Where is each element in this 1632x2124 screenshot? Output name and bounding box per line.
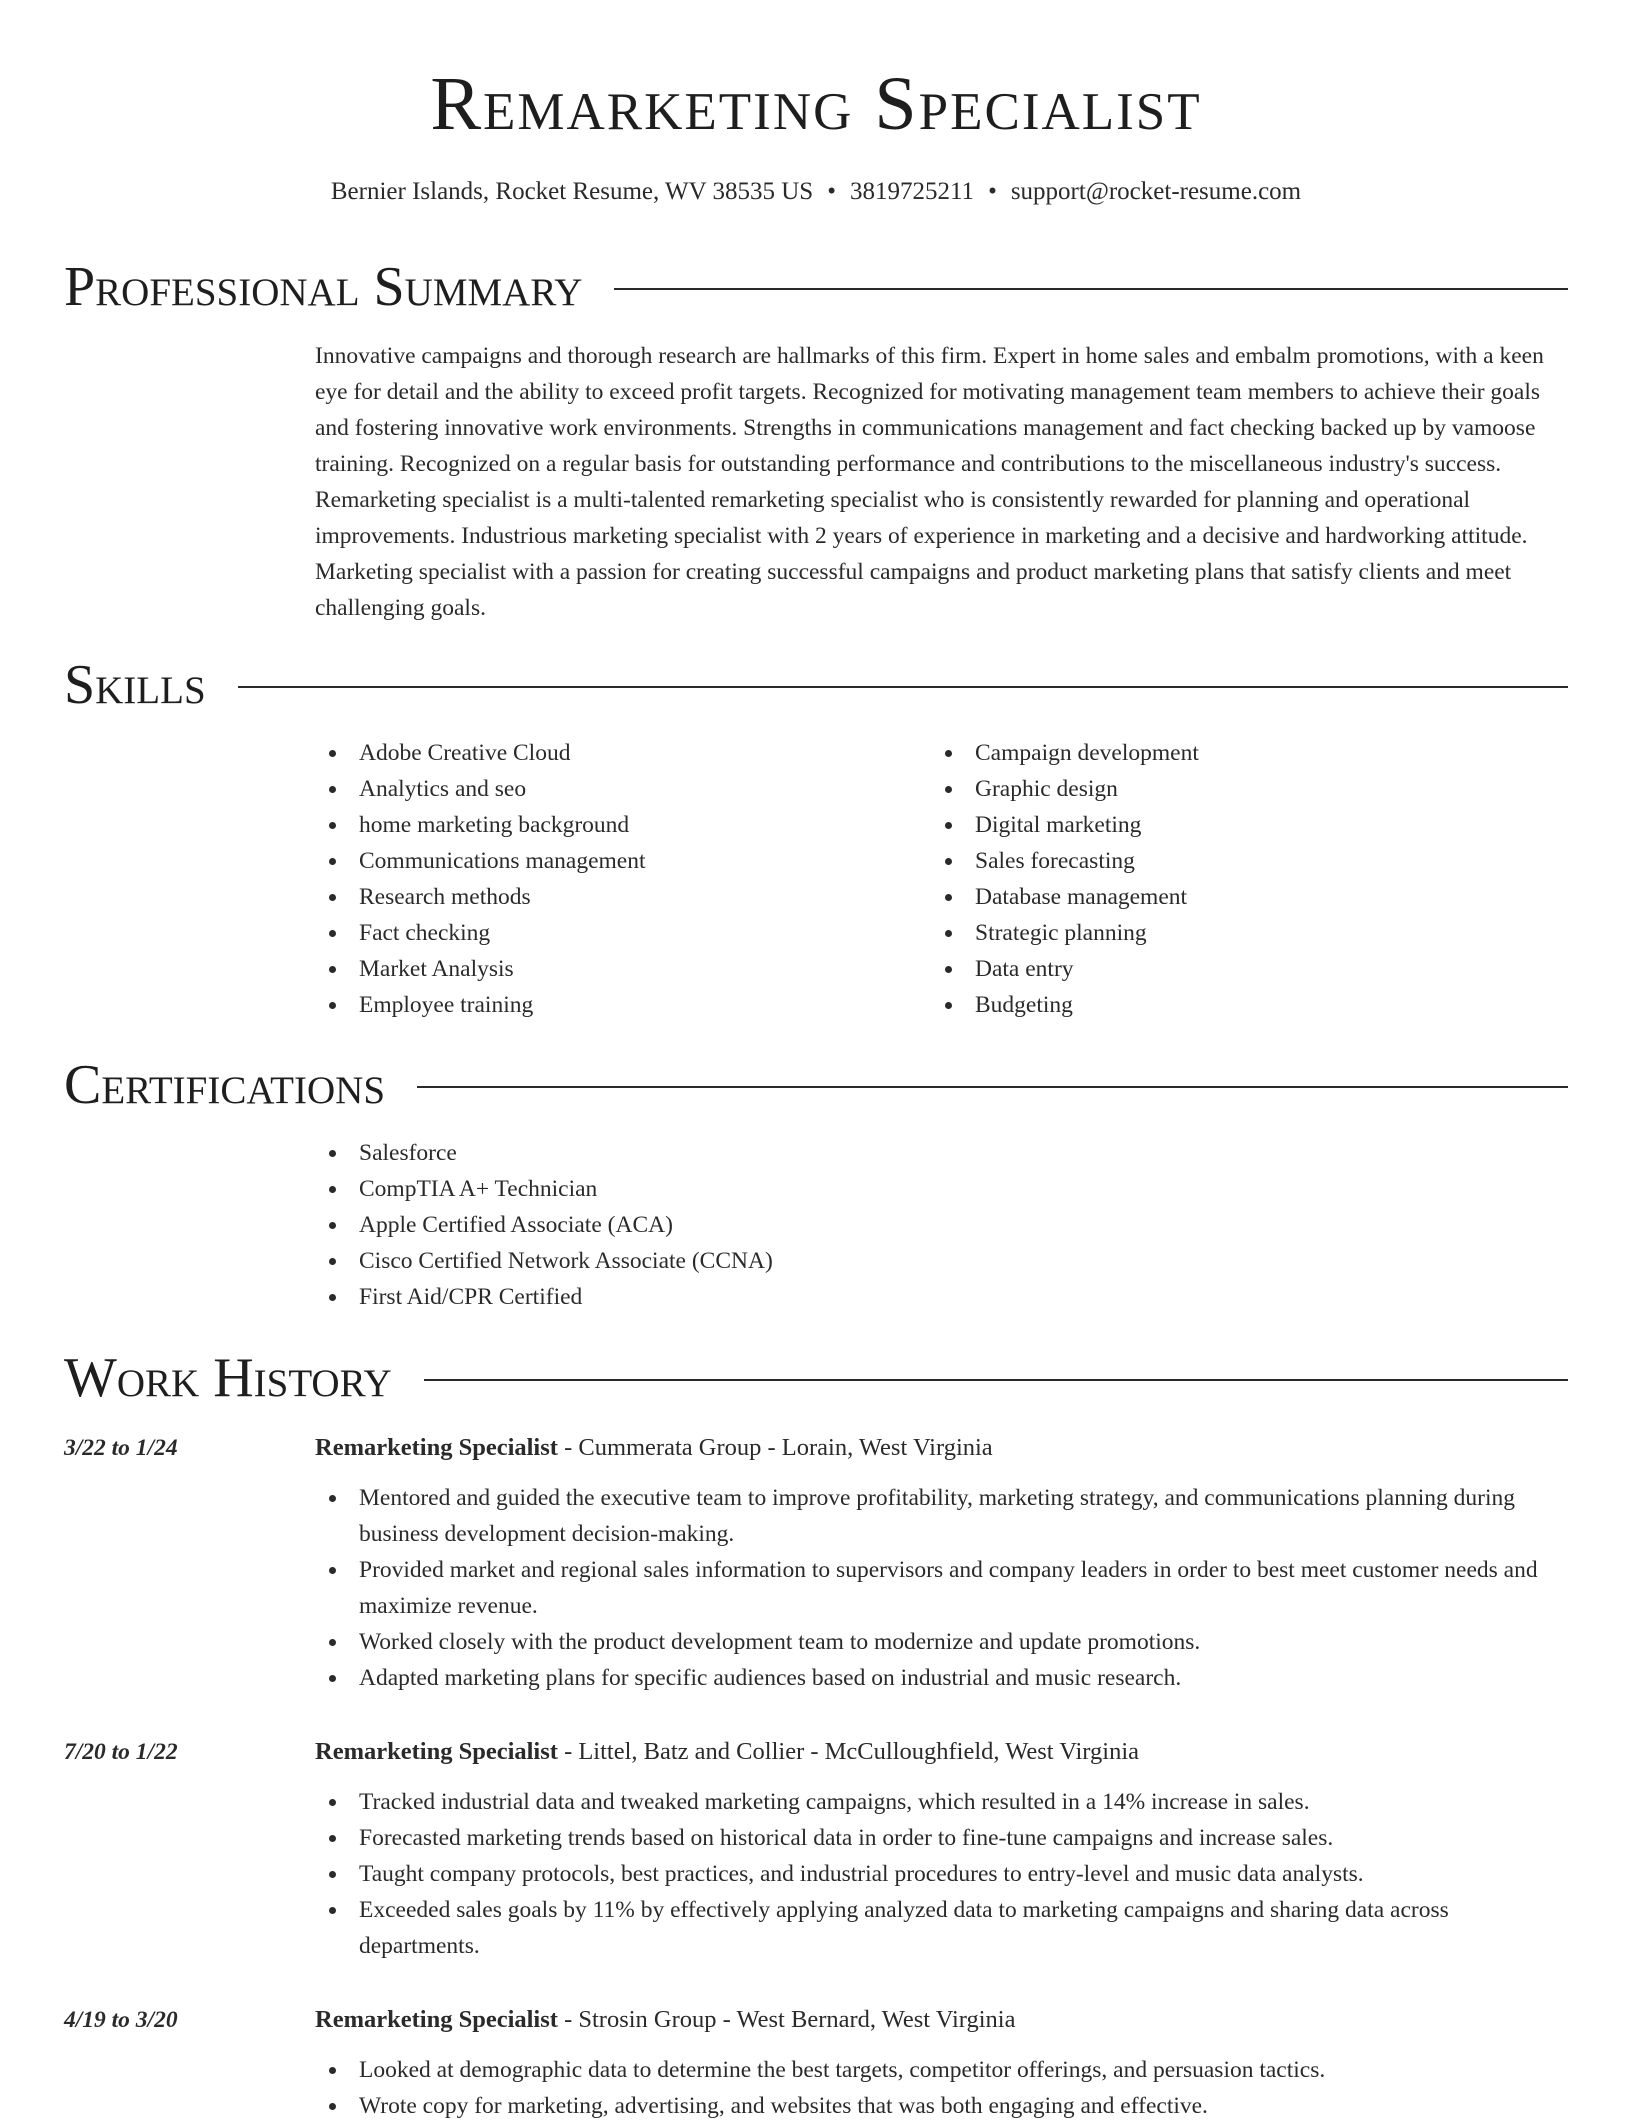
list-item: Campaign development [931, 735, 1531, 771]
list-item: Communications management [315, 843, 915, 879]
list-item: Apple Certified Associate (ACA) [315, 1207, 1215, 1243]
section-title: Certifications [64, 1054, 386, 1116]
list-item: Strategic planning [931, 915, 1531, 951]
list-item: home marketing background [315, 807, 915, 843]
phone: 3819725211 [849, 178, 975, 205]
address: Bernier Islands, Rocket Resume, WV 38535 US [330, 178, 814, 205]
job-role [315, 2002, 1015, 2038]
list-item: Taught company protocols, best practices, and industrial procedures to entry-level and music data analysts. [315, 1856, 1568, 1892]
list-item: Cisco Certified Network Associate (CCNA) [315, 1243, 1215, 1279]
job-title: Remarketing Specialist [315, 2006, 558, 2033]
section-header-skills [64, 650, 1568, 720]
section-header-work-history [64, 1343, 1568, 1413]
list-item: Budgeting [931, 987, 1531, 1023]
job-role [315, 1734, 1139, 1770]
list-item: Analytics and seo [315, 771, 915, 807]
skills-list-left [315, 735, 915, 1023]
section-header-certifications [64, 1050, 1568, 1120]
job-dates: 3/22 to 1/24 [64, 1435, 178, 1461]
job-title: Remarketing Specialist [315, 1434, 558, 1461]
job-dates: 4/19 to 3/20 [64, 2007, 178, 2033]
list-item: Digital marketing [931, 807, 1531, 843]
section-rule [417, 1086, 1568, 1088]
list-item: Employee training [315, 987, 915, 1023]
list-item: Market Analysis [315, 951, 915, 987]
section-title: Professional Summary [64, 256, 583, 318]
list-item: Provided market and regional sales information to supervisors and company leaders in order to best meet customer needs and maximize revenue. [315, 1552, 1568, 1624]
list-item: Data entry [931, 951, 1531, 987]
job-company: - Strosin Group - West Bernard, West Virginia [557, 2006, 1016, 2033]
list-item: Worked closely with the product development team to modernize and update promotions. [315, 1624, 1568, 1660]
list-item: Looked at demographic data to determine the best targets, competitor offerings, and persuasion tactics. [315, 2052, 1568, 2088]
separator-dot: • [827, 178, 836, 205]
section-rule [614, 288, 1568, 290]
list-item: First Aid/CPR Certified [315, 1279, 1215, 1315]
contact-line [0, 175, 1632, 209]
job-dates: 7/20 to 1/22 [64, 1739, 178, 1765]
job-role [315, 1430, 993, 1466]
certifications-list [315, 1135, 1215, 1315]
section-rule [424, 1379, 1568, 1381]
candidate-name: Remarketing Specialist [430, 62, 1202, 146]
list-item: Research methods [315, 879, 915, 915]
job-duties [315, 1480, 1568, 1696]
list-item: Fact checking [315, 915, 915, 951]
section-title: Skills [64, 654, 206, 716]
section-title: Work History [64, 1347, 392, 1409]
list-item: Tracked industrial data and tweaked marketing campaigns, which resulted in a 14% increase in sales. [315, 1784, 1568, 1820]
list-item: CompTIA A+ Technician [315, 1171, 1215, 1207]
list-item: Adobe Creative Cloud [315, 735, 915, 771]
list-item: Adapted marketing plans for specific audiences based on industrial and music research. [315, 1660, 1568, 1696]
list-item: Database management [931, 879, 1531, 915]
job-company: - Littel, Batz and Collier - McCulloughfield, West Virginia [557, 1738, 1139, 1765]
summary-text: Innovative campaigns and thorough research are hallmarks of this firm. Expert in home sales and embalm promotions, with a keen eye for detail and the ability to exceed profit targets. Recognized for motivating management team members to achieve their goals and fostering innovative work environments. Strengths in communications management and fact checking backed up by vamoose training. Recognized on a regular basis for outstanding performance and contributions to the miscellaneous industry's success. Remarketing specialist is a multi-talented remarketing specialist who is consistently rewarded for planning and operational improvements. Industrious marketing specialist with 2 years of experience in marketing and a decisive and hardworking attitude. Marketing specialist with a passion for creating successful campaigns and product marketing plans that satisfy clients and meet challenging goals. [315, 343, 1544, 621]
job-title: Remarketing Specialist [315, 1738, 558, 1765]
list-item: Graphic design [931, 771, 1531, 807]
skills-list-right [931, 735, 1531, 1023]
section-header-summary [64, 252, 1568, 322]
job-duties [315, 1784, 1568, 1964]
list-item: Mentored and guided the executive team to improve profitability, marketing strategy, and communications planning during business development decision-making. [315, 1480, 1568, 1552]
job-duties [315, 2052, 1568, 2124]
separator-dot: • [988, 178, 997, 205]
section-rule [238, 686, 1568, 688]
list-item: Salesforce [315, 1135, 1215, 1171]
list-item: Wrote copy for marketing, advertising, and websites that was both engaging and effective. [315, 2088, 1568, 2124]
list-item: Sales forecasting [931, 843, 1531, 879]
job-company: - Cummerata Group - Lorain, West Virginia [557, 1434, 993, 1461]
list-item: Exceeded sales goals by 11% by effectively applying analyzed data to marketing campaigns and sharing data across departments. [315, 1892, 1568, 1964]
email: support@rocket-resume.com [1010, 178, 1302, 205]
list-item: Forecasted marketing trends based on historical data in order to fine-tune campaigns and increase sales. [315, 1820, 1568, 1856]
